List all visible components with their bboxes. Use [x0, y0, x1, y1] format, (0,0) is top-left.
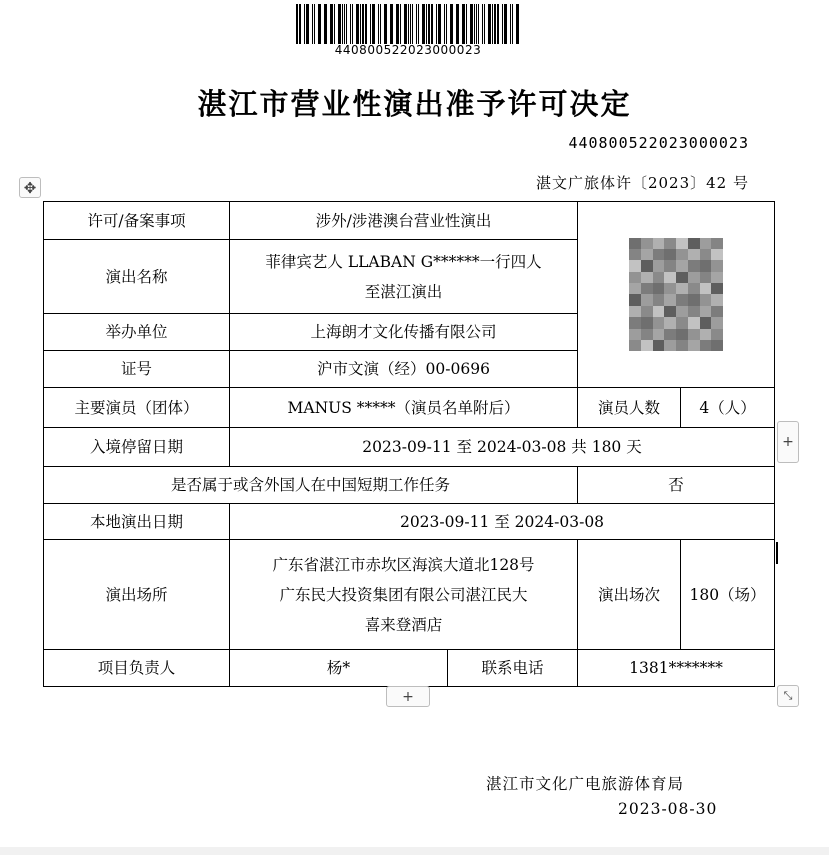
license-value: 沪市文演（经）00-0696: [230, 351, 578, 388]
manager-name: 杨*: [230, 650, 448, 687]
venue-line2: 广东民大投资集团有限公司湛江民大: [279, 585, 528, 604]
local-date-value: 2023-09-11 至 2024-03-08: [230, 504, 775, 540]
venue-value: [230, 540, 578, 650]
foreign-task-label: 是否属于或含外国人在中国短期工作任务: [44, 467, 578, 504]
entry-stay-value: 2023-09-11 至 2024-03-08 共 180 天: [230, 428, 775, 467]
issuer-name: 湛江市文化广电旅游体育局: [486, 775, 685, 793]
foreign-task-value: 否: [578, 467, 775, 504]
performance-name-line1: 菲律宾艺人 LLABAN G******一行四人: [265, 252, 542, 271]
barcode-number: 440800522023000023: [334, 43, 482, 57]
table-row: [44, 504, 775, 540]
table-row: [44, 650, 775, 687]
move-arrows-icon: ✥: [23, 178, 37, 197]
performer-count-value: 4（人）: [681, 388, 775, 428]
text-cursor: [776, 542, 778, 564]
venue-label: 演出场所: [44, 540, 230, 650]
performance-name-label: 演出名称: [44, 240, 230, 314]
add-column-button[interactable]: [777, 421, 799, 463]
organizer-label: 举办单位: [44, 314, 230, 351]
table-row: [44, 202, 775, 240]
blurred-photo: [629, 238, 723, 352]
sessions-value: 180（场）: [681, 540, 775, 650]
page-bottom-strip: [0, 847, 829, 855]
document-number: 440800522023000023: [568, 134, 749, 152]
item-label: 许可/备案事项: [44, 202, 230, 240]
barcode: [296, 4, 520, 44]
table-row: [44, 467, 775, 504]
sessions-label: 演出场次: [578, 540, 681, 650]
manager-label: 项目负责人: [44, 650, 230, 687]
plus-icon: +: [402, 688, 414, 705]
venue-line3: 喜来登酒店: [364, 615, 443, 634]
table-move-handle[interactable]: [19, 177, 41, 198]
venue-line1: 广东省湛江市赤坎区海滨大道北128号: [272, 555, 535, 574]
local-date-label: 本地演出日期: [44, 504, 230, 540]
item-value: 涉外/涉港澳台营业性演出: [230, 202, 578, 240]
entry-stay-label: 入境停留日期: [44, 428, 230, 467]
issue-date: 2023-08-30: [618, 800, 718, 818]
performer-count-label: 演员人数: [578, 388, 681, 428]
table-row: [44, 540, 775, 650]
license-label: 证号: [44, 351, 230, 388]
plus-icon: +: [782, 434, 794, 450]
main-performer-label: 主要演员（团体）: [44, 388, 230, 428]
phone-label: 联系电话: [448, 650, 578, 687]
add-row-button[interactable]: [386, 686, 430, 707]
permit-table: [43, 201, 775, 687]
performance-name-line2: 至湛江演出: [364, 282, 443, 301]
resize-diagonal-icon: ⤡: [783, 689, 793, 702]
permit-number: 湛文广旅体许〔2023〕42 号: [535, 174, 749, 192]
phone-value: 1381*******: [578, 650, 775, 687]
table-resize-handle[interactable]: [777, 685, 799, 707]
performance-name-value: [230, 240, 578, 314]
table-row: [44, 388, 775, 428]
document-title: 湛江市营业性演出准予许可决定: [197, 87, 632, 121]
photo-cell: [578, 202, 775, 388]
organizer-value: 上海朗才文化传播有限公司: [230, 314, 578, 351]
main-performer-value: MANUS *****（演员名单附后）: [230, 388, 578, 428]
table-row: [44, 428, 775, 467]
